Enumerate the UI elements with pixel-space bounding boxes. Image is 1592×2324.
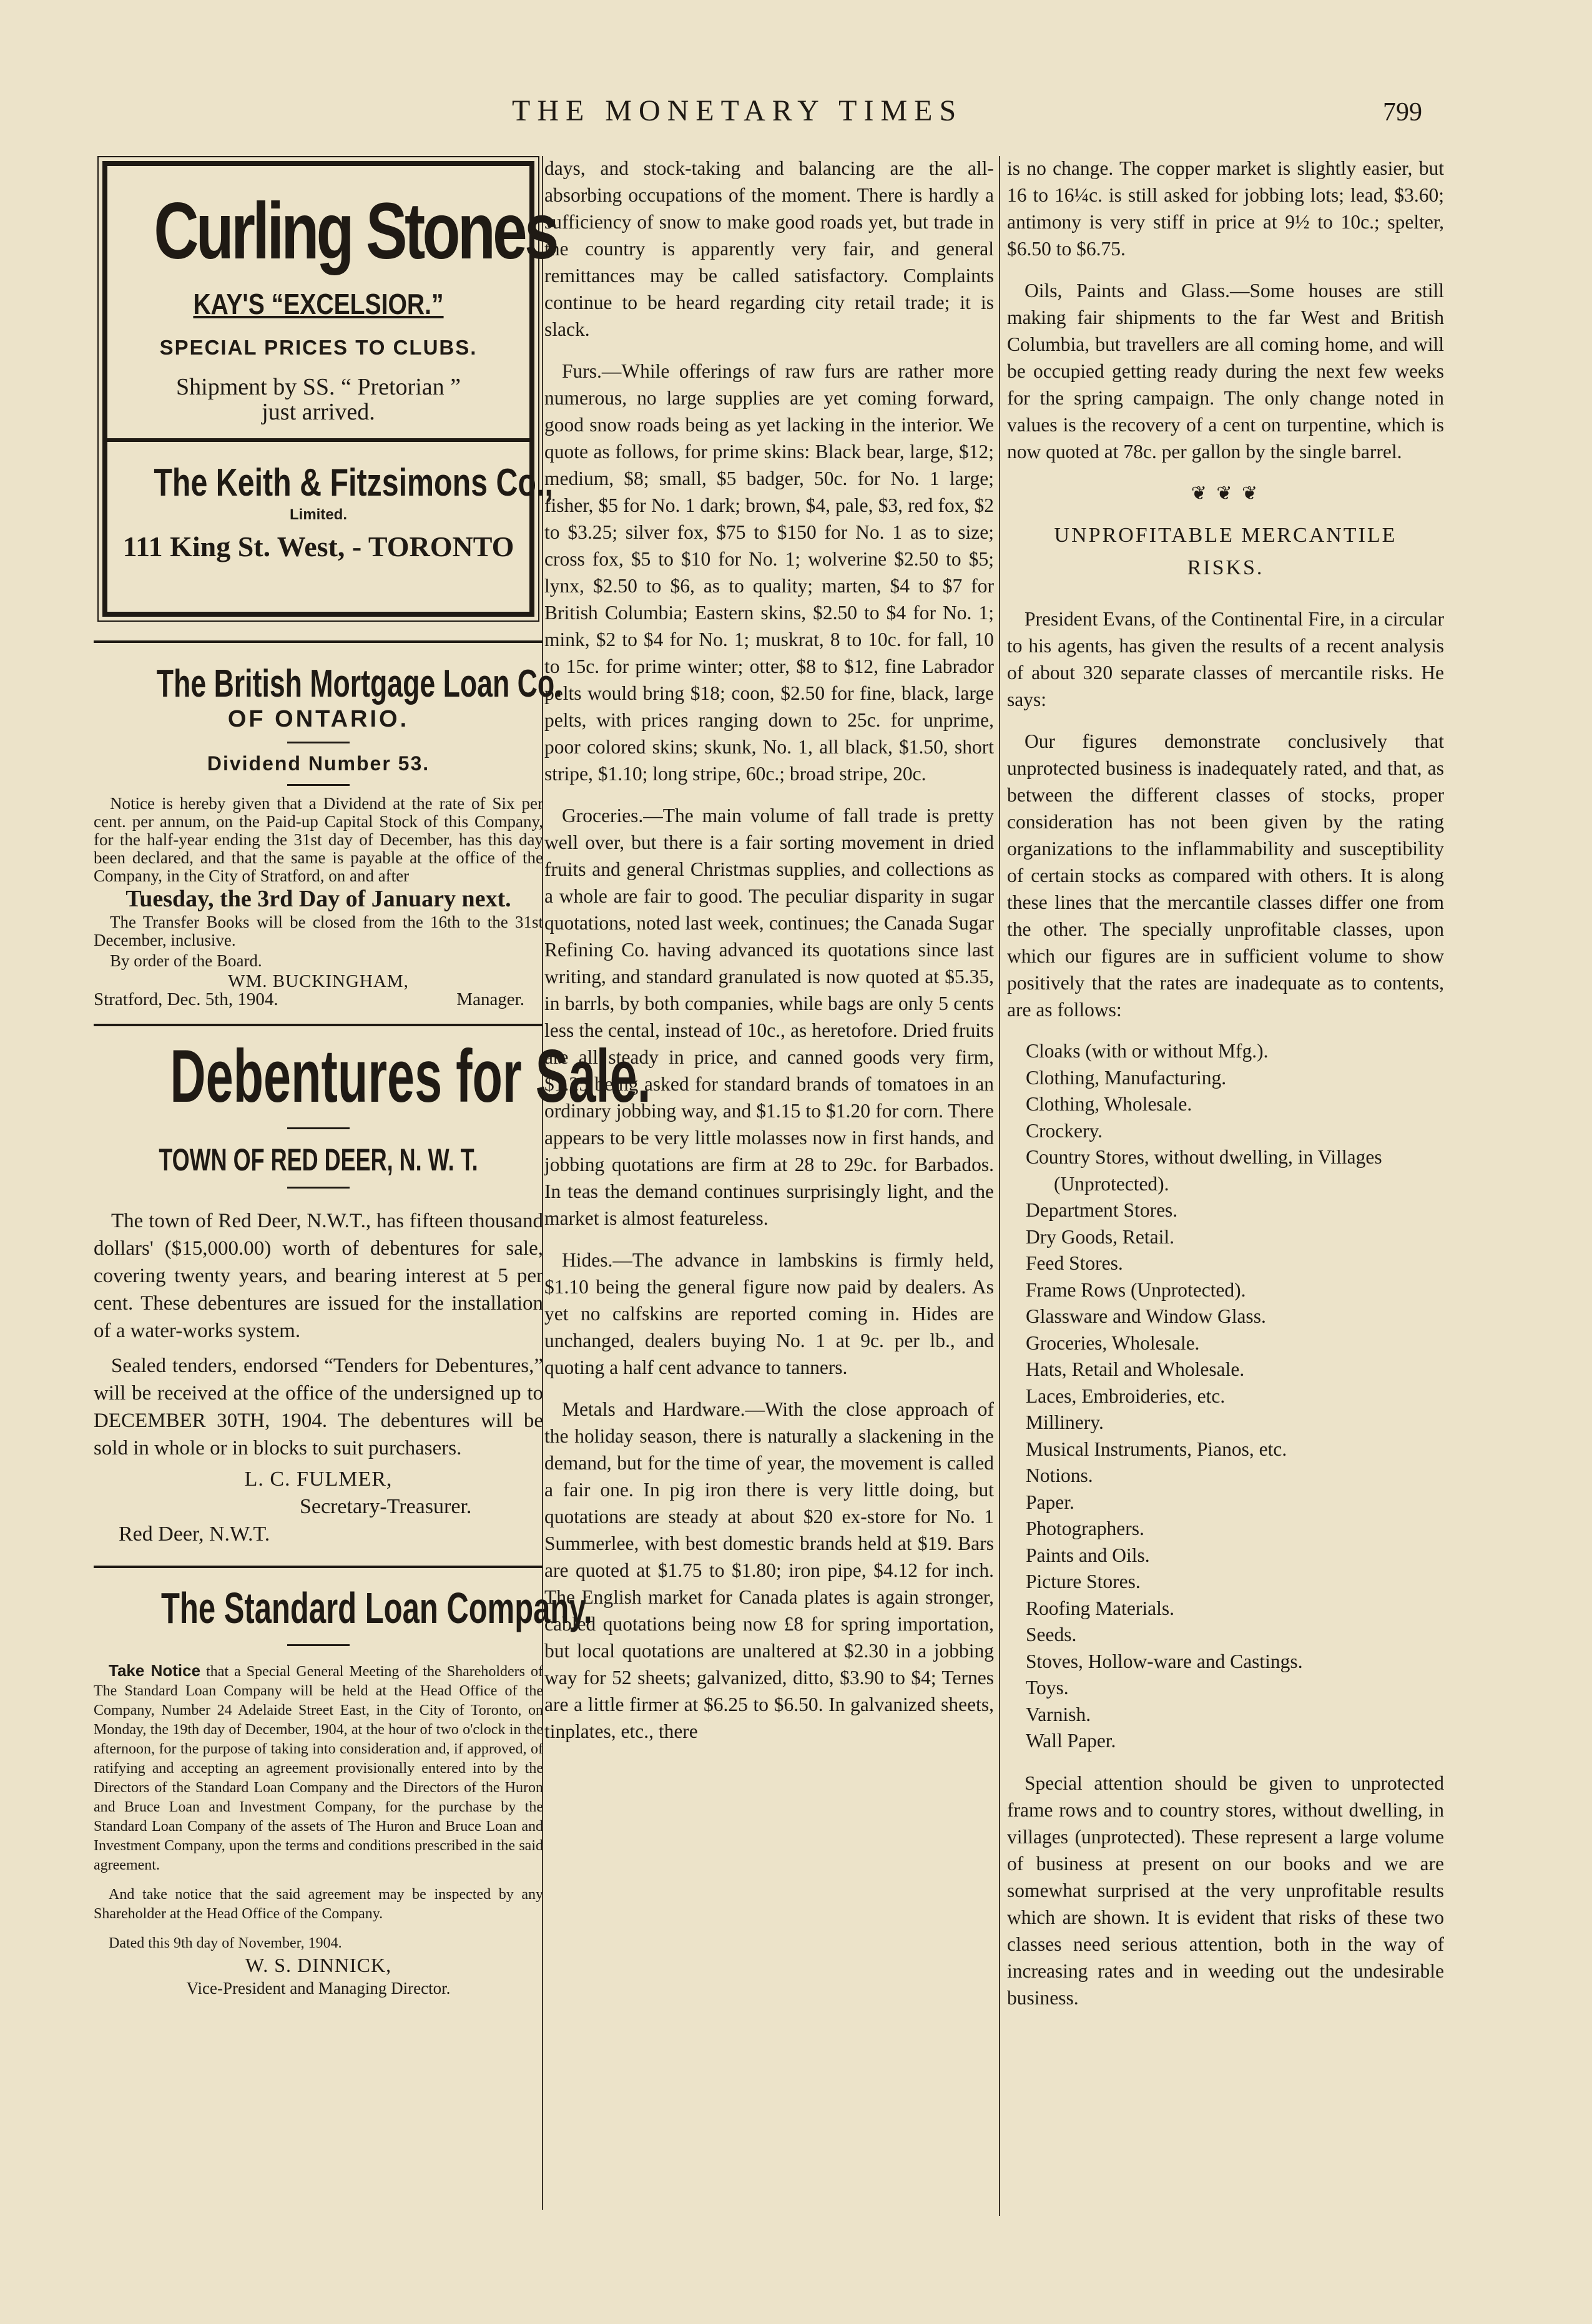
short-rule — [287, 1127, 350, 1129]
article-title-line1: UNPROFITABLE MERCANTILE — [1054, 524, 1397, 547]
article-special-attention: Special attention should be given to unprotected frame rows and to country stores, without dwelling, in villages (unprotected). These represent a large volume of business at present on our books and we are somewhat surprised at the very unprofitable results which are shown. It is evident that risks of these two classes need serious attention, both in the way of increasing rates and in weeding out the undesirable business. — [1007, 1772, 1444, 2009]
standard-loan-notice — [94, 1583, 592, 1998]
curling-stones-ad — [102, 161, 556, 617]
standard-loan-title: The Standard Loan Company. — [161, 1584, 592, 1632]
british-mortgage-place-date: Stratford, Dec. 5th, 1904. — [94, 989, 278, 1009]
curling-ad-title: Curling Stones — [154, 187, 556, 276]
trade-para-metals: Metals and Hardware.—With the close approach of the holiday season, there is naturally a slackening in the demand, but for the time of year, the movement is called a fair one. In pig iron there is very little doing, but quotations are steady at about $20 ex-store for No. 1 Summerlee, with best domestic brands held at $19. Bars are quoted at $1.75 to $1.80; iron pipe, $4.12 for inch. The English market for Canada plates is again stronger, cabled quotations being now £8 for spring importation, but local quotations are unaltered at $2.30 in a jobbing way for 52 sheets; galvanized, ditto, $3.90 to $4; Ternes are a little firmer at $6.25 to $6.50. In galvanized sheets, tinplates, etc., there — [544, 1398, 994, 1742]
british-mortgage-subtitle: OF ONTARIO. — [227, 706, 410, 732]
debentures-para2: Sealed tenders, endorsed “Tenders for Debentures,” will be received at the office of the undersigned up to DECEMBER 30TH, 1904. The debentures will be sold in whole or in blocks to suit purchasers. — [94, 1355, 543, 1459]
short-rule — [287, 784, 350, 786]
curling-ad-shipment — [107, 375, 529, 424]
british-mortgage-transfer: The Transfer Books will be closed from the 16th to the 31st December, inclusive. — [94, 913, 543, 949]
risk-class-item: Picture Stores. — [1026, 1571, 1141, 1592]
column-rule-2 — [999, 156, 1000, 2216]
curling-ad-address: 111 King St. West, - TORONTO — [122, 531, 514, 562]
debentures-town: TOWN OF RED DEER, N. W. T. — [159, 1142, 478, 1177]
trade-para-groceries: Groceries.—The main volume of fall trade is pretty well over, but there is a fair sorting movement in dried fruits and general Christmas supplies, and collections as a whole are fair to good. The peculiar disparity in sugar quotations, noted last week, continues; the Canada Sugar Refining Co. having advanced its quotations since last writing, and standard granulated is now quoted at $5.35, in barrls, by both companies, while bags are only 5 cents less the cental, instead of 10c., as heretofore. Dried fruits are all steady in price, and canned goods very firm, $1.25 being asked for standard brands of tomatoes in an ordinary jobbing way, and $1.15 to $1.20 for corn. There appears to be very little molasses now in first hands, and jobbing quotations are firm at 28 to 29c. for Barbados. In teas the demand continues surprisingly light, and the market is almost featureless. — [544, 805, 994, 1229]
debentures-role: Secretary-Treasurer. — [300, 1495, 472, 1518]
risk-class-item: Paints and Oils. — [1026, 1544, 1150, 1566]
risk-class-item: Crockery. — [1026, 1119, 1103, 1142]
risk-class-item: Department Stores. — [1026, 1199, 1178, 1221]
standard-loan-notice1 — [94, 1661, 543, 1875]
risk-class-item: Stoves, Hollow-ware and Castings. — [1026, 1650, 1303, 1672]
british-mortgage-by-order: By order of the Board. — [110, 951, 262, 970]
british-mortgage-signatory: WM. BUCKINGHAM, — [228, 971, 409, 991]
risk-class-item: Seeds. — [1026, 1624, 1077, 1645]
risk-class-item: Toys. — [1026, 1677, 1069, 1699]
risk-class-item: Feed Stores. — [1026, 1252, 1123, 1274]
short-rule — [287, 1644, 350, 1646]
standard-loan-signatory: W. S. DINNICK, — [245, 1954, 392, 1976]
article-figures: Our figures demonstrate conclusively that unprotected business is inadequately rated, and that, as between the different classes of stocks, proper consideration has not been given by the rating organizations to the inflammability and susceptibility of certain stocks as compared with others. It is along these lines that the mercantile classes differ one from the other. The specially unprofitable classes, upon which our figures are in sufficient volume to show positively that the rates are inadequate as to contents, are as follows: — [1007, 730, 1444, 1021]
short-rule — [287, 1187, 350, 1189]
trade-para-hides: Hides.—The advance in lambskins is firmly held, $1.10 being the general figure now paid by dealers. As yet no calfskins are reported coming in. Hides are unchanged, dealers buying No. 1 at 9c. per lb., and quoting a half cent advance to tanners. — [544, 1249, 994, 1378]
risk-class-item: Millinery. — [1026, 1411, 1104, 1433]
risk-class-item: Clothing, Manufacturing. — [1026, 1066, 1227, 1089]
column-1-advertisements — [94, 156, 651, 1998]
british-mortgage-notice — [94, 662, 563, 1009]
article-president: President Evans, of the Continental Fire, in a circular to his agents, has given the results of a recent analysis of about 320 separate classes of mercantile risks. He says: — [1007, 608, 1444, 710]
debentures-place: Red Deer, N.W.T. — [119, 1522, 270, 1546]
section-divider — [94, 1566, 543, 1568]
column-3-articles — [1007, 155, 1444, 2026]
british-mortgage-title: The British Mortgage Loan Co. — [156, 662, 563, 705]
risk-class-item: Clothing, Wholesale. — [1026, 1093, 1192, 1115]
risk-class-item: Country Stores, without dwelling, in Villages (Unprotected). — [1026, 1146, 1382, 1195]
debentures-signatory: L. C. FULMER, — [244, 1468, 393, 1491]
debentures-ad — [94, 1034, 651, 1548]
debentures-title: Debentures for Sale. — [170, 1034, 651, 1118]
risk-class-item: Photographers. — [1026, 1517, 1144, 1539]
risk-class-item: Notions. — [1026, 1464, 1093, 1486]
section-divider — [94, 1024, 543, 1026]
risk-class-item: Wall Paper. — [1026, 1730, 1116, 1752]
british-mortgage-footer — [94, 991, 543, 1009]
short-rule — [287, 742, 350, 743]
risk-class-item: Varnish. — [1026, 1703, 1091, 1725]
british-mortgage-role: Manager. — [456, 989, 524, 1009]
risk-class-item: Laces, Embroideries, etc. — [1026, 1385, 1226, 1407]
curling-ad-divider — [107, 438, 529, 442]
page-header — [0, 94, 1592, 144]
article-title-line2: RISKS. — [1187, 556, 1264, 579]
masthead: THE MONETARY TIMES — [512, 94, 963, 127]
curling-ad-shipment-line1: Shipment by SS. “ Pretorian ” — [176, 374, 461, 400]
risk-class-item: Glassware and Window Glass. — [1026, 1305, 1266, 1327]
article-title — [1007, 519, 1444, 584]
risk-class-list — [1007, 1038, 1444, 1755]
metals-continued: is no change. The copper market is slightly easier, but 16 to 16¼c. is still asked for jobbing lots; lead, $3.60; antimony is very stiff in price at 9½ to 10c.; spelter, $6.50 to $6.75. — [1007, 157, 1444, 260]
british-mortgage-date-line: Tuesday, the 3rd Day of January next. — [125, 886, 511, 912]
curling-ad-limited: Limited. — [289, 506, 347, 523]
trade-para-furs: Furs.—While offerings of raw furs are rather more numerous, no large supplies are yet coming forward, good snow roads being as yet lacking in the interior. We quote as follows, for prime skins: Black bear, large, $12; medium, $8; small, $5 badger, 50c. for No. 1 large; fisher, $5 for No. 1 dark; brown, $4, pale, $3, red fox, $2 to $3.25; silver fox, $75 to $150 for No. 1 as to size; cross fox, $5 to $10 for No. 1; wolverine $2.50 to $5; lynx, $2.50 to $6, as to quality; marten, $4 to $7 for British Columbia; Eastern skins, $2.50 to $4 for No. 1; mink, $2 to $4 for No. 1; muskrat, 8 to 10c. for fall, 10 to 15c. for prime winter; otter, $8 to $12, fine Labrador pelts would bring $18; coon, $2.50 for fine, black, large pelts, with prices ranging down to 25c. for unprime, poor colored skins; skunk, No. 1, all black, $1.50, short stripe, $1.10; long stripe, 60c.; broad stripe, 20c. — [544, 360, 994, 785]
column-2-trade-report — [544, 155, 994, 1760]
standard-loan-role: Vice-President and Managing Director. — [186, 1979, 451, 1998]
trade-para-opening: days, and stock-taking and balancing are the all-absorbing occupations of the moment. There is hardly a sufficiency of snow to make good roads yet, but trade in the country is apparently very fair, and general remittances may be called satisfactory. Complaints continue to be heard regarding city retail trade; it is slack. — [544, 157, 994, 340]
standard-loan-notice2: And take notice that the said agreement may be inspected by any Shareholder at the Head Office of the Company. — [94, 1886, 543, 1922]
curling-ad-shipment-line2: just arrived. — [262, 399, 375, 425]
risk-class-item: Groceries, Wholesale. — [1026, 1331, 1200, 1354]
risk-class-item: Cloaks (with or without Mfg.). — [1026, 1040, 1269, 1062]
risk-class-item: Musical Instruments, Pianos, etc. — [1026, 1438, 1287, 1460]
curling-ad-company: The Keith & Fitzsimons Co., — [154, 461, 553, 504]
debentures-body — [94, 1207, 543, 1548]
section-ornament: ❦ ❦ ❦ — [1191, 483, 1260, 504]
standard-loan-notice1-text: that a Special General Meeting of the Shareholders of The Standard Loan Company will be held at the Head Office of the Company, Number 24 Adelaide Street East, in the City of Toronto, on Monday, the 19th day of December, 1904, at the hour of two o'clock in the afternoon, for the purpose of taking into consideration and, if approved, of ratifying and accepting an agreement provisionally entered into by the Directors of the Standard Loan Company and the Directors of the Huron and Bruce Loan and Investment Company, for the purchase by the Standard Loan Company of the assets of The Huron and Bruce Loan and Investment Company, upon the terms and conditions prescribed in the said agreement. — [94, 1664, 544, 1873]
section-divider — [94, 640, 543, 643]
oils-paints-glass: Oils, Paints and Glass.—Some houses are still making fair shipments to the far West and British Columbia, but travellers are all coming home, and will be occupied getting ready during the next few weeks for the spring campaign. The only change noted in values is the recovery of a cent on turpentine, which is now quoted at 78c. per gallon by the single barrel. — [1007, 280, 1444, 463]
standard-loan-lead: Take Notice — [109, 1661, 201, 1680]
risk-class-item: Paper. — [1026, 1491, 1074, 1513]
risk-class-item: Dry Goods, Retail. — [1026, 1225, 1174, 1248]
curling-ad-brand: KAY'S “EXCELSIOR.” — [193, 288, 444, 320]
curling-ad-special: SPECIAL PRICES TO CLUBS. — [159, 336, 478, 359]
risk-class-item: Roofing Materials. — [1026, 1597, 1174, 1619]
debentures-para1: The town of Red Deer, N.W.T., has fifteen thousand dollars' ($15,000.00) worth of debentures for sale, covering twenty years, and bearing interest at 5 per cent. These debentures are issued for the installation of a water-works system. — [94, 1210, 543, 1342]
standard-loan-dated: Dated this 9th day of November, 1904. — [109, 1935, 342, 1951]
risk-class-item: Hats, Retail and Wholesale. — [1026, 1358, 1245, 1380]
british-mortgage-body — [94, 795, 543, 1009]
page-number: 799 — [1383, 98, 1422, 127]
standard-loan-body — [94, 1661, 543, 1998]
british-mortgage-dividend: Dividend Number 53. — [207, 752, 430, 775]
british-mortgage-notice-text: Notice is hereby given that a Dividend at the rate of Six per cent. per annum, on the Paid-up Capital Stock of this Company, for the half-year ending the 31st day of December, has this day been declared, and that the same is payable at the office of the Company, in the City of Stratford, on and after — [94, 794, 543, 885]
risk-class-item: Frame Rows (Unprotected). — [1026, 1278, 1246, 1301]
